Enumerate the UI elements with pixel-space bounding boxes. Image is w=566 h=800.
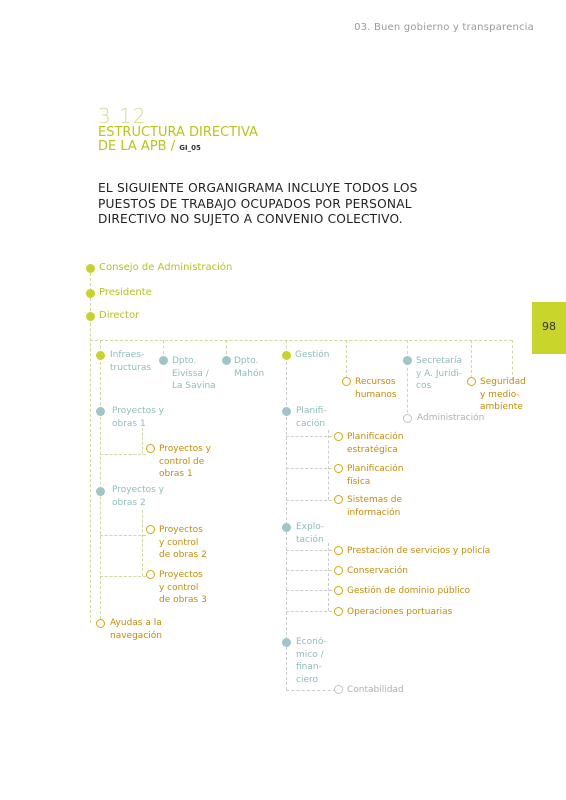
connector: [142, 510, 143, 576]
connector: [286, 611, 332, 612]
presidente-node: [86, 289, 95, 298]
pyc-obras-1-label: Proyectos y control de obras 1: [159, 444, 212, 479]
director-label: Director: [99, 310, 140, 321]
operaciones-portuarias-label: Operaciones portuarias: [347, 607, 453, 617]
gestion-label: Gestión: [295, 350, 330, 360]
prestacion-servicios-label: Prestación de servicios y policía: [347, 546, 491, 556]
pyc-obras-1-node: [146, 444, 155, 453]
planificacion-node: [282, 407, 291, 416]
prestacion-servicios-node: [334, 546, 343, 555]
gestion-node: [282, 351, 291, 360]
connector: [286, 468, 332, 469]
connector: [471, 340, 472, 378]
section-number: 3.12: [98, 104, 147, 128]
explotacion-label: Explo- tación: [296, 522, 325, 545]
administracion-label: Administración: [417, 413, 485, 423]
connector: [100, 576, 146, 577]
explotacion-node: [282, 523, 291, 532]
conservacion-node: [334, 566, 343, 575]
connector: [286, 690, 336, 691]
secretaria-node: [403, 356, 412, 365]
seguridad-node: [467, 377, 476, 386]
intro-paragraph: EL SIGUIENTE ORGANIGRAMA INCLUYE TODOS LOS PUESTOS DE TRABAJO OCUPADOS POR PERSONAL DIRECTIVO NO SUJETO A CONVENIO COLECTIVO.: [98, 181, 418, 226]
indicator-code: GI_05: [179, 144, 201, 152]
contabilidad-label: Contabilidad: [347, 685, 404, 695]
ayudas-navegacion-node: [96, 619, 105, 628]
pyc-obras-2-node: [146, 525, 155, 534]
trunk-line: [90, 273, 91, 623]
connector: [328, 430, 329, 500]
connector: [512, 340, 513, 380]
economico-financiero-label: Econó- mico / finan- ciero: [296, 637, 327, 685]
planificacion-estrategica-node: [334, 432, 343, 441]
running-header: 03. Buen gobierno y transparencia: [354, 22, 534, 33]
planificacion-fisica-label: Planificación física: [347, 464, 404, 487]
pyc-obras-2-label: Proyectos y control de obras 2: [159, 525, 207, 560]
infraestructuras-label: Infraes- tructuras: [110, 350, 152, 373]
proyectos-obras-2-label: Proyectos y obras 2: [112, 485, 165, 508]
proyectos-obras-1-node: [96, 407, 105, 416]
seguridad-label: Seguridad y medio- ambiente: [480, 377, 526, 412]
dpto-eivissa-label: Dpto. Eivissa / La Savina: [172, 356, 216, 391]
dominio-publico-node: [334, 586, 343, 595]
connector: [286, 550, 332, 551]
dpto-mahon-label: Dpto. Mahón: [234, 356, 265, 379]
economico-financiero-node: [282, 638, 291, 647]
planificacion-label: Planifi- cación: [296, 406, 327, 429]
page-number: 98: [542, 320, 556, 333]
dominio-publico-label: Gestión de dominio público: [347, 586, 471, 596]
connector: [286, 590, 332, 591]
connector: [407, 340, 408, 354]
connector: [100, 454, 146, 455]
contabilidad-node: [334, 685, 343, 694]
connector: [407, 368, 408, 418]
recursos-humanos-label: Recursos humanos: [355, 377, 397, 400]
section-title-line1: ESTRUCTURA DIRECTIVA: [98, 125, 258, 140]
connector: [163, 340, 164, 354]
recursos-humanos-node: [342, 377, 351, 386]
planificacion-estrategica-label: Planificación estratégica: [347, 432, 404, 455]
proyectos-obras-1-label: Proyectos y obras 1: [112, 406, 165, 429]
ayudas-navegacion-label: Ayudas a la navegación: [110, 618, 162, 641]
director-node: [86, 312, 95, 321]
administracion-node: [403, 414, 412, 423]
connector: [142, 428, 143, 454]
proyectos-obras-2-node: [96, 487, 105, 496]
section-title: [98, 126, 318, 155]
pyc-obras-3-node: [146, 570, 155, 579]
conservacion-label: Conservación: [347, 566, 408, 576]
section-title-line2: DE LA APB /: [98, 139, 176, 154]
sistemas-informacion-label: Sistemas de información: [347, 495, 403, 518]
consejo-node: [86, 264, 95, 273]
pyc-obras-3-label: Proyectos y control de obras 3: [159, 570, 207, 605]
dpto-eivissa-node: [159, 356, 168, 365]
connector: [100, 535, 146, 536]
operaciones-portuarias-node: [334, 607, 343, 616]
planificacion-fisica-node: [334, 464, 343, 473]
connector: [286, 500, 332, 501]
secretaria-label: Secretaría y A. Jurídi- cos: [416, 356, 462, 391]
connector: [226, 340, 227, 354]
connector: [286, 570, 332, 571]
sistemas-informacion-node: [334, 495, 343, 504]
connector: [346, 340, 347, 378]
connector: [328, 543, 329, 611]
connector: [286, 436, 332, 437]
presidente-label: Presidente: [99, 287, 152, 298]
director-branch-line: [90, 340, 512, 341]
dpto-mahon-node: [222, 356, 231, 365]
consejo-label: Consejo de Administración: [99, 262, 233, 273]
infraestructuras-node: [96, 351, 105, 360]
